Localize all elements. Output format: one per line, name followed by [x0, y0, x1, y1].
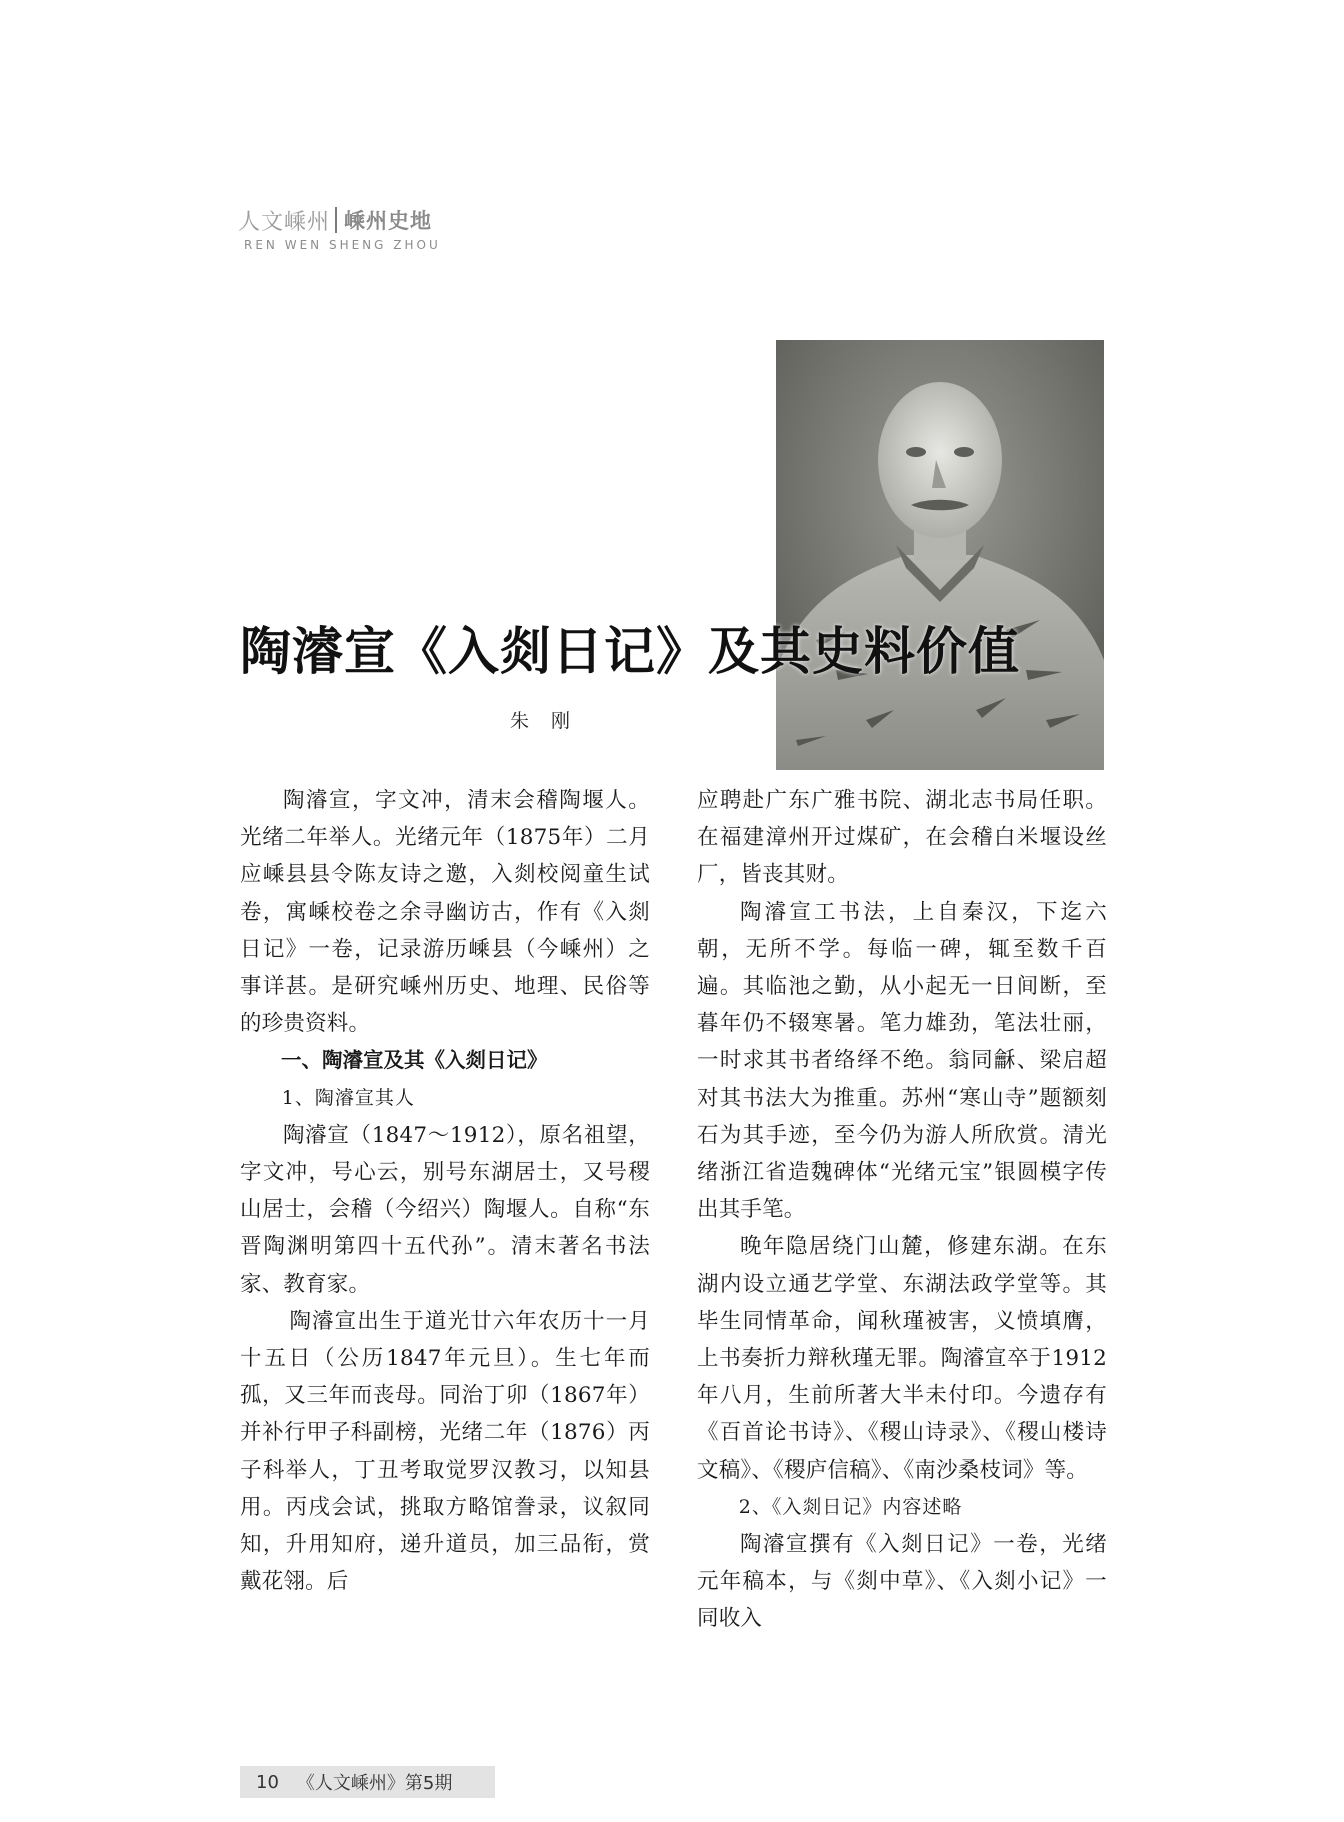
article-author: 朱刚: [510, 710, 593, 732]
body-paragraph: 应聘赴广东广雅书院、湖北志书局任职。在福建漳州开过煤矿，在会稽白米堰设丝厂，皆丧其财。: [697, 788, 1107, 888]
subsection-heading: 2、《入剡日记》内容述略: [738, 1495, 963, 1518]
section-name: 人文嵊州: [238, 209, 331, 235]
section-english: REN WEN SHENG ZHOU: [244, 238, 441, 252]
left-column: [240, 782, 650, 1600]
body-paragraph: 晚年隐居绕门山麓，修建东湖。在东湖内设立通艺学堂、东湖法政学堂等。其毕生同情革命，闻秋瑾被害，义愤填膺，上书奏折力辩秋瑾无罪。陶濬宣卒于1912年八月，生前所著大半未付印。今遗存有《百首论书诗》、《稷山诗录》、《稷山楼诗文稿》、《稷庐信稿》、《南沙桑枝词》等。: [697, 1234, 1107, 1483]
body-paragraph: 陶濬宣工书法，上自秦汉，下迄六朝，无所不学。每临一碑，辄至数千百遍。其临池之勤，从小起无一日间断，至暮年仍不辍寒暑。笔力雄劲，笔法壮丽，一时求其书者络绎不绝。翁同龢、梁启超对其书法大为推重。苏州“寒山寺”题额刻石为其手迹，至今仍为游人所欣赏。清光绪浙江省造魏碑体“光绪元宝”银圆模字传出其手笔。: [697, 899, 1107, 1223]
subsection-heading: 1、陶濬宣其人: [281, 1086, 415, 1109]
header-divider: [335, 207, 337, 233]
page-number: 10: [256, 1771, 279, 1793]
section-header: [238, 205, 441, 252]
right-column: [697, 782, 1107, 1638]
body-paragraph: 陶濬宣（1847～1912），原名祖望，字文冲，号心云，别号东湖居士，又号稷山居士，会稽（今绍兴）陶堰人。自称“东晋陶渊明第四十五代孙”。清末著名书法家、教育家。: [240, 1122, 650, 1297]
body-paragraph: 陶濬宣出生于道光廿六年农历十一月十五日（公历1847年元旦）。生七年而孤，又三年而丧母。同治丁卯（1867年）并补行甲子科副榜，光绪二年（1876）丙子科举人，丁丑考取觉罗汉教习，以知县用。丙戌会试，挑取方略馆誊录，议叙同知，升用知府，递升道员，加三品衔，赏戴花翎。后: [240, 1308, 650, 1595]
page-footer: [240, 1766, 495, 1798]
article-title: 陶濬宣《入剡日记》及其史料价值: [240, 623, 1021, 682]
body-paragraph: 陶濬宣，字文冲，清末会稽陶堰人。光绪二年举人。光绪元年（1875年）二月应嵊县县令陈友诗之邀，入剡校阅童生试卷，寓嵊校卷之余寻幽访古，作有《入剡日记》一卷，记录游历嵊县（今嵊州）之事详甚。是研究嵊州历史、地理、民俗等的珍贵资料。: [240, 788, 650, 1037]
journal-issue: 《人文嵊州》第5期: [296, 1773, 453, 1794]
subsection-name: 嵊州史地: [344, 209, 433, 233]
body-paragraph: 陶濬宣撰有《入剡日记》一卷，光绪元年稿本，与《剡中草》、《入剡小记》一同收入: [697, 1532, 1107, 1632]
portrait-photo: [776, 340, 1104, 770]
section-heading: 一、陶濬宣及其《入剡日记》: [281, 1048, 548, 1073]
